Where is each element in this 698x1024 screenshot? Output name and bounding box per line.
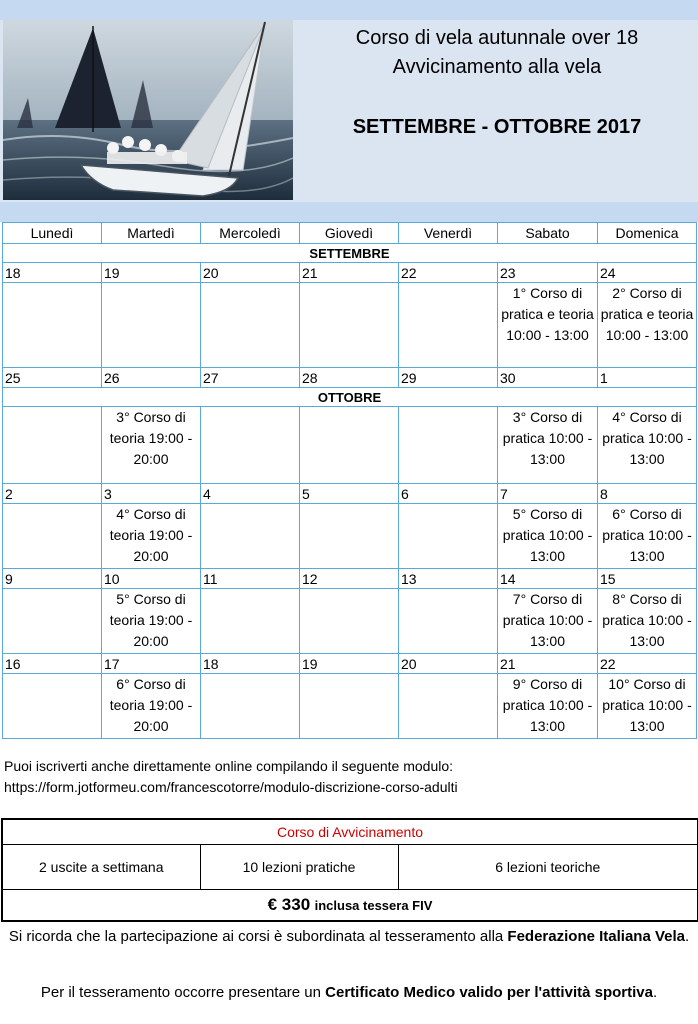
event-cell	[399, 504, 498, 569]
course-period: SETTEMBRE - OTTOBRE 2017	[352, 116, 642, 138]
event-cell	[3, 283, 102, 368]
date-row	[3, 484, 697, 504]
event-cell	[3, 504, 102, 569]
date-number: 22	[399, 263, 498, 283]
date-number: 19	[102, 263, 201, 283]
event-cell: 6° Corso di pratica 10:00 - 13:00	[598, 504, 697, 569]
event-cell	[201, 589, 300, 654]
medical-certificate: Certificato Medico valido per l'attività sportiva	[325, 984, 653, 1001]
weekday-header-row	[3, 223, 697, 244]
date-number: 5	[300, 484, 399, 504]
date-number: 4	[201, 484, 300, 504]
event-cell	[3, 589, 102, 654]
event-cell: 2° Corso di pratica e teoria 10:00 - 13:00	[598, 283, 697, 368]
event-cell: 4° Corso di teoria 19:00 - 20:00	[102, 504, 201, 569]
date-number: 25	[3, 368, 102, 388]
event-cell	[201, 407, 300, 484]
event-cell	[201, 283, 300, 368]
date-number: 20	[201, 263, 300, 283]
pricing-title: Corso di Avvicinamento	[2, 819, 698, 845]
event-cell	[3, 407, 102, 484]
date-number: 15	[598, 569, 697, 589]
price-note: inclusa tessera FIV	[314, 898, 433, 913]
course-subtitle: Avvicinamento alla vela	[392, 56, 602, 78]
date-number: 26	[102, 368, 201, 388]
weekday-header: Domenica	[598, 223, 697, 244]
date-number: 6	[399, 484, 498, 504]
event-cell: 7° Corso di pratica 10:00 - 13:00	[498, 589, 598, 654]
date-number: 21	[498, 654, 598, 674]
event-cell	[300, 674, 399, 739]
event-cell: 8° Corso di pratica 10:00 - 13:00	[598, 589, 697, 654]
membership-end: .	[685, 928, 690, 945]
date-number: 8	[598, 484, 697, 504]
top-band	[0, 0, 698, 20]
date-row	[3, 654, 697, 674]
date-number: 14	[498, 569, 598, 589]
event-cell: 3° Corso di teoria 19:00 - 20:00	[102, 407, 201, 484]
date-number: 16	[3, 654, 102, 674]
event-cell	[300, 407, 399, 484]
event-cell: 1° Corso di pratica e teoria 10:00 - 13:00	[498, 283, 598, 368]
date-number: 9	[3, 569, 102, 589]
signup-text: Puoi iscriverti anche direttamente online compilando il seguente modulo:	[4, 758, 454, 774]
event-row	[3, 407, 697, 484]
date-number: 20	[399, 654, 498, 674]
weekday-header: Martedì	[102, 223, 201, 244]
date-number: 17	[102, 654, 201, 674]
weekday-header: Lunedì	[3, 223, 102, 244]
event-cell: 9° Corso di pratica 10:00 - 13:00	[498, 674, 598, 739]
weekday-header: Venerdì	[399, 223, 498, 244]
date-row	[3, 569, 697, 589]
month-label: SETTEMBRE	[3, 244, 697, 263]
date-number: 24	[598, 263, 697, 283]
federation-name: Federazione Italiana Vela	[507, 928, 685, 945]
pricing-table	[1, 818, 698, 922]
event-cell	[300, 283, 399, 368]
event-row	[3, 504, 697, 569]
date-number: 1	[598, 368, 697, 388]
pricing-item: 6 lezioni teoriche	[398, 845, 698, 890]
date-row	[3, 368, 697, 388]
event-row	[3, 589, 697, 654]
weekday-header: Giovedì	[300, 223, 399, 244]
event-cell	[3, 674, 102, 739]
event-cell	[300, 589, 399, 654]
date-number: 18	[201, 654, 300, 674]
month-label: OTTOBRE	[3, 388, 697, 407]
date-number: 23	[498, 263, 598, 283]
sailboat-photo	[3, 20, 293, 200]
date-number: 11	[201, 569, 300, 589]
separator-band	[0, 202, 698, 222]
date-number: 2	[3, 484, 102, 504]
date-number: 29	[399, 368, 498, 388]
membership-text: Si ricorda che la partecipazione ai corsi è subordinata al tesseramento alla	[8, 928, 508, 945]
price-cell	[2, 890, 698, 922]
event-cell	[201, 504, 300, 569]
event-cell	[399, 589, 498, 654]
event-row	[3, 674, 697, 739]
date-number: 27	[201, 368, 300, 388]
date-number: 22	[598, 654, 697, 674]
event-cell: 10° Corso di pratica 10:00 - 13:00	[598, 674, 697, 739]
event-cell: 4° Corso di pratica 10:00 - 13:00	[598, 407, 697, 484]
event-cell	[102, 283, 201, 368]
medical-text: Per il tesseramento occorre presentare un	[40, 984, 326, 1001]
date-number: 21	[300, 263, 399, 283]
date-number: 12	[300, 569, 399, 589]
weekday-header: Mercoledì	[201, 223, 300, 244]
event-row	[3, 283, 697, 368]
month-row-october	[3, 388, 697, 407]
price-amount: € 330	[267, 895, 311, 914]
date-number: 18	[3, 263, 102, 283]
medical-end: .	[652, 984, 658, 1001]
event-cell: 3° Corso di pratica 10:00 - 13:00	[498, 407, 598, 484]
date-number: 3	[102, 484, 201, 504]
event-cell: 6° Corso di teoria 19:00 - 20:00	[102, 674, 201, 739]
date-number: 28	[300, 368, 399, 388]
course-title: Corso di vela autunnale over 18	[355, 27, 639, 49]
date-number: 10	[102, 569, 201, 589]
date-number: 7	[498, 484, 598, 504]
pricing-item: 10 lezioni pratiche	[200, 845, 398, 890]
weekday-header: Sabato	[498, 223, 598, 244]
event-cell	[201, 674, 300, 739]
event-cell	[399, 283, 498, 368]
event-cell: 5° Corso di pratica 10:00 - 13:00	[498, 504, 598, 569]
calendar-table	[2, 222, 697, 739]
month-row-september	[3, 244, 697, 263]
date-number: 30	[498, 368, 598, 388]
pricing-item: 2 uscite a settimana	[2, 845, 200, 890]
medical-note	[0, 982, 698, 1003]
signup-link[interactable]: https://form.jotformeu.com/francescotorre/modulo-discrizione-corso-adulti	[4, 779, 458, 795]
date-number: 13	[399, 569, 498, 589]
event-cell	[399, 407, 498, 484]
signup-note	[4, 756, 694, 798]
event-cell	[300, 504, 399, 569]
date-row	[3, 263, 697, 283]
membership-note	[0, 926, 698, 947]
date-number: 19	[300, 654, 399, 674]
event-cell	[399, 674, 498, 739]
event-cell: 5° Corso di teoria 19:00 - 20:00	[102, 589, 201, 654]
